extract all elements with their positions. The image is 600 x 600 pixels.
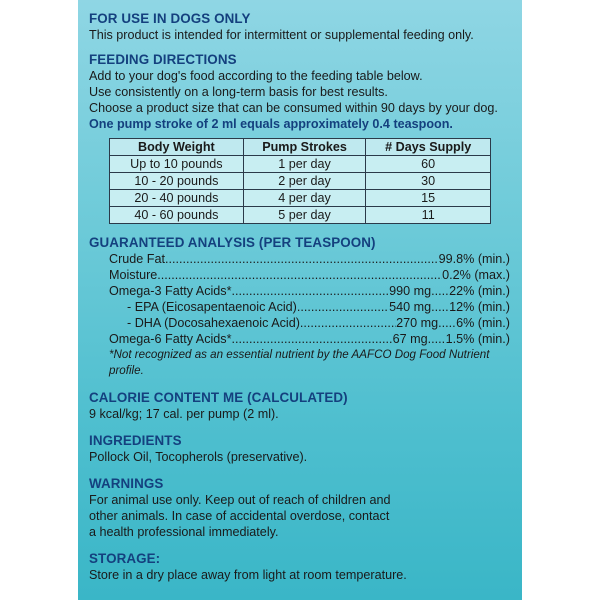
table-cell: 60: [366, 156, 491, 173]
leader-dots: [431, 299, 449, 315]
product-label-panel: [78, 0, 522, 600]
table-cell: 30: [366, 173, 491, 190]
analysis-percent: 1.5% (min.): [445, 332, 510, 346]
table-cell: 2 per day: [243, 173, 366, 190]
analysis-label: - EPA (Eicosapentaenoic Acid): [127, 300, 297, 314]
table-cell: 1 per day: [243, 156, 366, 173]
warnings-heading: WARNINGS: [89, 476, 164, 491]
leader-dots: [438, 315, 456, 331]
analysis-percent: 99.8% (min.): [438, 252, 510, 266]
analysis-heading: GUARANTEED ANALYSIS (PER TEASPOON): [89, 235, 376, 250]
table-row: [110, 173, 491, 190]
aafco-footnote: *Not recognized as an essential nutrient by the AAFCO Dog Food Nutrient profile.: [109, 348, 490, 377]
leader-dots: [232, 331, 393, 347]
analysis-label: Crude Fat: [109, 252, 165, 266]
analysis-row-crude-fat: [109, 251, 510, 267]
analysis-value: 540 mg: [389, 300, 432, 314]
leader-dots: [157, 267, 442, 283]
table-cell: 40 - 60 pounds: [110, 207, 244, 224]
analysis-percent: 22% (min.): [449, 284, 510, 298]
warnings-line: other animals. In case of accidental overdose, contact: [89, 509, 390, 523]
analysis-value: 270 mg: [396, 316, 439, 330]
table-cell: 15: [366, 190, 491, 207]
analysis-row-dha: [127, 315, 510, 331]
pump-equivalence-note: One pump stroke of 2 ml equals approximately 0.4 teaspoon.: [89, 117, 453, 131]
leader-dots: [431, 283, 449, 299]
use-text: This product is intended for intermittent or supplemental feeding only.: [89, 28, 474, 42]
table-cell: 4 per day: [243, 190, 366, 207]
table-cell: 20 - 40 pounds: [110, 190, 244, 207]
table-cell: 11: [366, 207, 491, 224]
storage-heading: STORAGE:: [89, 551, 161, 566]
warnings-line: For animal use only. Keep out of reach of children and: [89, 493, 391, 507]
analysis-label: - DHA (Docosahexaenoic Acid): [127, 316, 300, 330]
leader-dots: [297, 299, 389, 315]
analysis-row-moisture: [109, 267, 510, 283]
feeding-line: Add to your dog's food according to the feeding table below.: [89, 69, 423, 83]
analysis-value: 67 mg: [392, 332, 428, 346]
table-row: [110, 190, 491, 207]
leader-dots: [428, 331, 446, 347]
feeding-heading: FEEDING DIRECTIONS: [89, 52, 237, 67]
table-cell: 10 - 20 pounds: [110, 173, 244, 190]
ingredients-text: Pollock Oil, Tocopherols (preservative).: [89, 450, 308, 464]
table-row: [110, 207, 491, 224]
table-header-cell: # Days Supply: [366, 139, 491, 156]
leader-dots: [300, 315, 396, 331]
table-cell: Up to 10 pounds: [110, 156, 244, 173]
ingredients-heading: INGREDIENTS: [89, 433, 182, 448]
analysis-label: Omega-6 Fatty Acids*: [109, 332, 232, 346]
analysis-percent: 6% (min.): [456, 316, 510, 330]
storage-text: Store in a dry place away from light at room temperature.: [89, 568, 407, 582]
analysis-row-omega6: [109, 331, 510, 347]
table-header-row: [110, 139, 491, 156]
analysis-label: Moisture: [109, 268, 158, 282]
table-header-cell: Body Weight: [110, 139, 244, 156]
feeding-table: [109, 138, 491, 224]
calorie-heading: CALORIE CONTENT ME (CALCULATED): [89, 390, 348, 405]
use-heading: FOR USE IN DOGS ONLY: [89, 11, 251, 26]
feeding-line: Use consistently on a long-term basis for best results.: [89, 85, 388, 99]
table-cell: 5 per day: [243, 207, 366, 224]
analysis-label: Omega-3 Fatty Acids*: [109, 284, 232, 298]
analysis-row-epa: [127, 299, 510, 315]
leader-dots: [232, 283, 390, 299]
calorie-text: 9 kcal/kg; 17 cal. per pump (2 ml).: [89, 407, 279, 421]
analysis-percent: 12% (min.): [449, 300, 510, 314]
analysis-row-omega3: [109, 283, 510, 299]
analysis-percent: 0.2% (max.): [442, 268, 510, 282]
analysis-value: 990 mg: [389, 284, 432, 298]
feeding-line: Choose a product size that can be consumed within 90 days by your dog.: [89, 101, 498, 115]
table-header-cell: Pump Strokes: [243, 139, 366, 156]
warnings-line: a health professional immediately.: [89, 525, 279, 539]
leader-dots: [165, 251, 439, 267]
table-row: [110, 156, 491, 173]
